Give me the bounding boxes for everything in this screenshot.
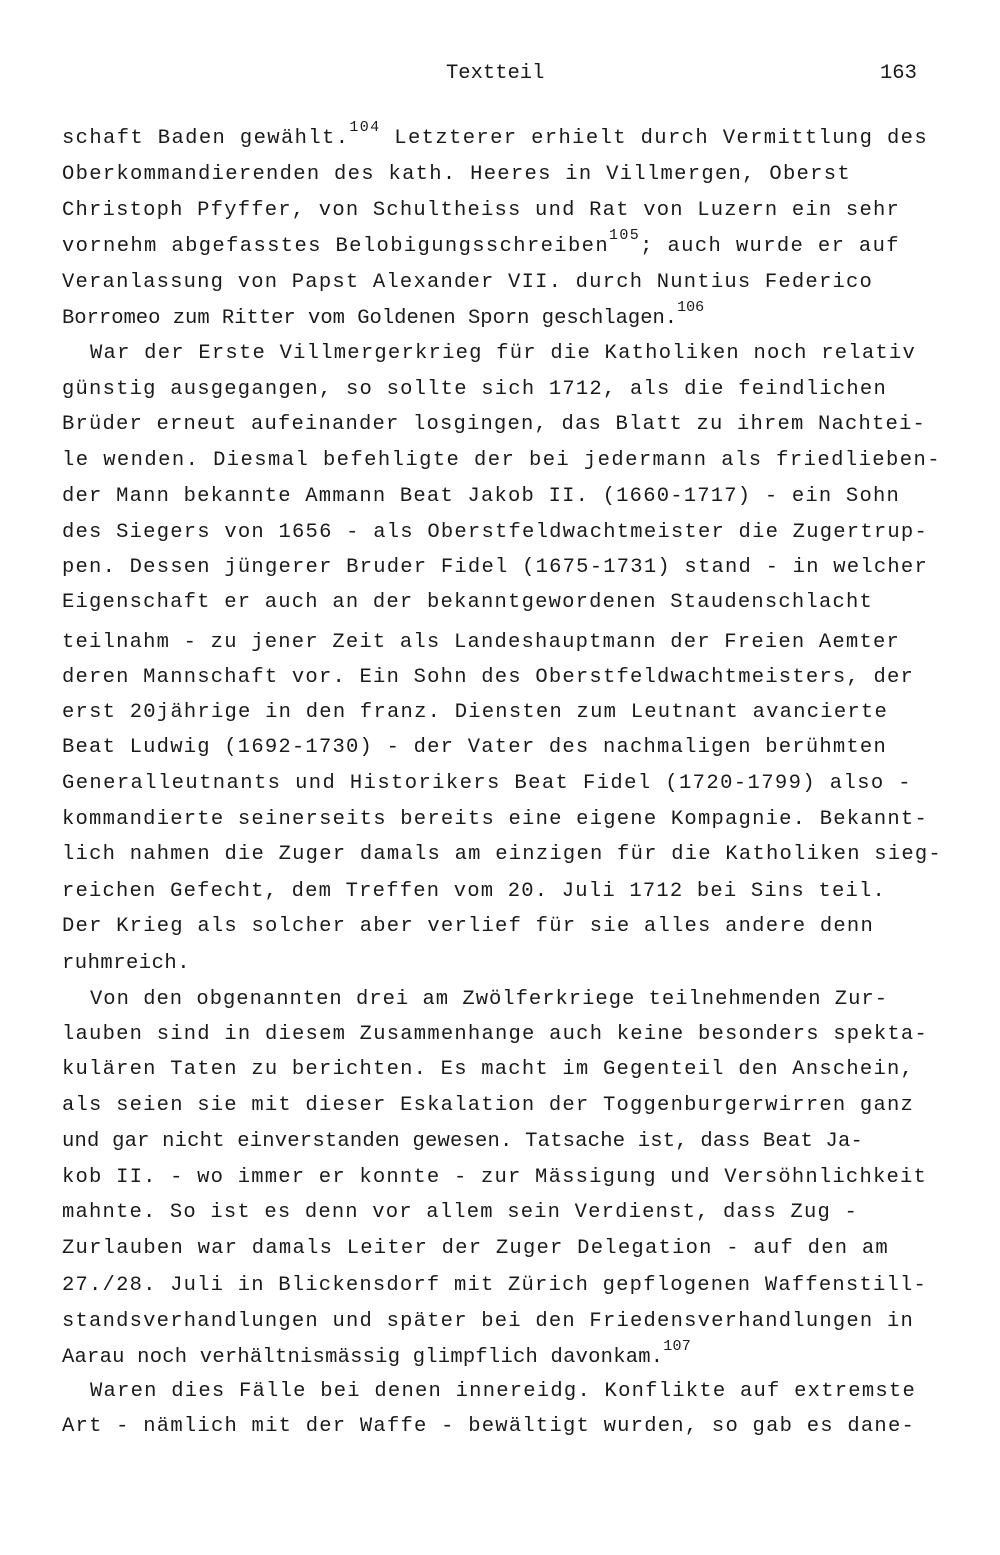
text-line (62, 299, 705, 330)
line-text: Waren dies Fälle bei denen innereidg. Konflikte auf extremste (90, 1380, 917, 1403)
text-line (62, 163, 851, 186)
line-text: kommandierte seinerseits bereits eine eigene Kompagnie. Bekannt- (62, 808, 928, 831)
line-text: kob II. - wo immer er konnte - zur Mässigung und Versöhnlichkeit (62, 1166, 928, 1189)
text-line (62, 1237, 889, 1260)
line-text: Veranlassung von Papst Alexander VII. durch Nuntius Federico (62, 271, 874, 294)
line-text: Borromeo zum Ritter vom Goldenen Sporn geschlagen. (62, 307, 678, 330)
text-line (62, 1274, 927, 1297)
line-text: Brüder erneut aufeinander losgingen, das Blatt zu ihrem Nachtei- (62, 413, 926, 436)
text-line (62, 449, 941, 472)
text-line (90, 342, 916, 365)
line-text: kulären Taten zu berichten. Es macht im Gegenteil den Anschein, (62, 1058, 915, 1081)
text-line (62, 1201, 858, 1224)
text-line (90, 1380, 916, 1403)
text-line (62, 1338, 691, 1369)
line-text: Oberkommandierenden des kath. Heeres in Villmergen, Oberst (62, 163, 851, 186)
text-line (62, 413, 926, 436)
text-line (62, 952, 190, 975)
line-text: le wenden. Diesmal befehligte der bei jedermann als friedlieben- (62, 449, 941, 472)
footnote-marker: 107 (663, 1338, 691, 1356)
line-text: Der Krieg als solcher aber verlief für sie alles andere denn (62, 915, 874, 938)
text-line (62, 1166, 927, 1189)
text-line (62, 1415, 915, 1438)
line-text: Beat Ludwig (1692-1730) - der Vater des nachmaligen berühmten (62, 736, 887, 759)
text-line (62, 119, 929, 150)
line-text: der Mann bekannte Ammann Beat Jakob II. (1660-1717) - ein Sohn (62, 485, 900, 508)
line-text: Art - nämlich mit der Waffe - bewältigt wurden, so gab es dane- (62, 1415, 916, 1438)
line-text: Generalleutnants und Historikers Beat Fidel (1720-1799) also - (62, 772, 913, 795)
text-line (62, 378, 887, 401)
line-text: günstig ausgegangen, so sollte sich 1712, als die feindlichen (62, 378, 887, 401)
line-text: Zurlauben war damals Leiter der Zuger Delegation - auf den am (62, 1237, 889, 1260)
line-text: War der Erste Villmergerkrieg für die Katholiken noch relativ (90, 342, 917, 365)
text-line (62, 1310, 914, 1333)
text-line (62, 808, 928, 831)
line-text: teilnahm - zu jener Zeit als Landeshauptmann der Freien Aemter (62, 631, 900, 654)
line-text: lich nahmen die Zuger damals am einzigen für die Katholiken sieg- (62, 843, 942, 866)
footnote-marker: 106 (677, 299, 705, 317)
text-line (62, 843, 942, 866)
line-text: mahnte. So ist es denn vor allem sein Verdienst, dass Zug - (62, 1201, 858, 1224)
line-text: schaft Baden gewählt. (62, 127, 350, 150)
line-text: lauben sind in diesem Zusammenhange auch keine besonders spekta- (62, 1023, 928, 1046)
line-text: Christoph Pfyffer, von Schultheiss und Rat von Luzern ein sehr (62, 199, 900, 222)
text-line (62, 199, 900, 222)
footnote-marker: 105 (609, 227, 641, 245)
line-text: erst 20jährige in den franz. Diensten zum Leutnant avancierte (62, 701, 889, 724)
text-line (62, 736, 887, 759)
page-number: 163 (880, 62, 917, 85)
line-text: ruhmreich. (62, 952, 190, 975)
text-line (90, 988, 888, 1011)
running-header: Textteil (446, 62, 545, 85)
line-text-continued: ; auch wurde er auf (640, 235, 900, 258)
text-line (62, 915, 874, 938)
line-text: als seien sie mit dieser Eskalation der Toggenburgerwirren ganz (62, 1094, 915, 1117)
text-line (62, 591, 873, 614)
text-line (62, 772, 912, 795)
line-text: 27./28. Juli in Blickensdorf mit Zürich gepflogenen Waffenstill- (62, 1274, 928, 1297)
text-line (62, 666, 914, 689)
line-text: und gar nicht einverstanden gewesen. Tatsache ist, dass Beat Ja- (62, 1130, 864, 1153)
text-line (62, 1058, 914, 1081)
text-line (62, 227, 900, 258)
text-line (62, 1130, 863, 1153)
text-line (62, 556, 928, 579)
line-text: Eigenschaft er auch an der bekanntgewordenen Staudenschlacht (62, 591, 874, 614)
text-line (62, 701, 888, 724)
line-text: deren Mannschaft vor. Ein Sohn des Oberstfeldwachtmeisters, der (62, 666, 915, 689)
line-text: Von den obgenannten drei am Zwölferkriege teilnehmenden Zur- (90, 988, 888, 1011)
text-line (62, 1023, 928, 1046)
line-text: reichen Gefecht, dem Treffen vom 20. Juli 1712 bei Sins teil. (62, 880, 886, 903)
text-line (62, 271, 873, 294)
line-text: standsverhandlungen und später bei den Friedensverhandlungen in (62, 1310, 915, 1333)
line-text: Aarau noch verhältnismässig glimpflich davonkam. (62, 1346, 664, 1369)
line-text: pen. Dessen jüngerer Bruder Fidel (1675-1731) stand - in welcher (62, 556, 928, 579)
text-line (62, 631, 900, 654)
line-text: des Siegers von 1656 - als Oberstfeldwachtmeister die Zugertrup- (62, 521, 928, 544)
line-text-continued: Letzterer erhielt durch Vermittlung des (380, 127, 929, 150)
text-line (62, 1094, 914, 1117)
footnote-marker: 104 (349, 119, 381, 137)
text-line (62, 880, 886, 903)
text-line (62, 485, 900, 508)
text-line (62, 521, 928, 544)
line-text: vornehm abgefasstes Belobigungsschreiben (62, 235, 609, 258)
